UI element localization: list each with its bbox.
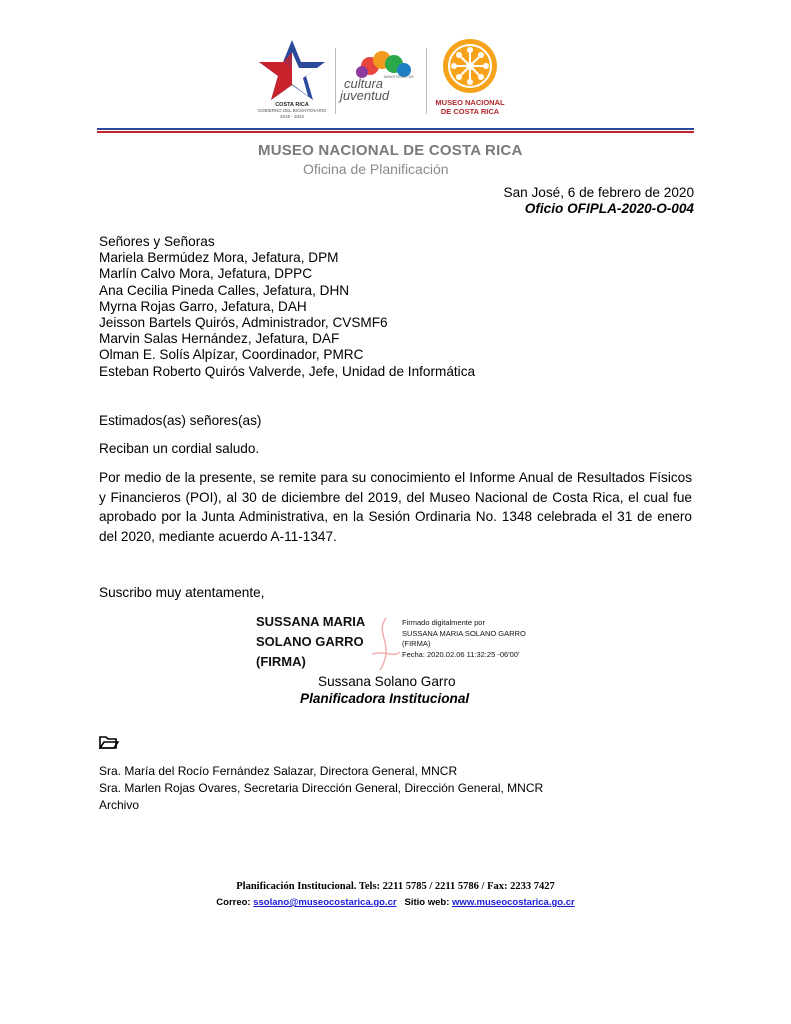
signature-mark-icon — [366, 614, 406, 674]
body-paragraph: Por medio de la presente, se remite para su conocimiento el Informe Anual de Resultados Físicos y Financieros (POI), al 30 de diciembre del 2019, del Museo Nacional de Costa Rica, el cual fue aprobado por la Junta Administrativa, en la Sesión Ordinaria No. 1348 celebrada el 31 de enero del 2020, mediante acuerdo A-11-1347. — [99, 470, 692, 544]
gov-logo-line1: COSTA RICA — [275, 102, 309, 108]
star-icon — [255, 38, 329, 102]
signer-name: Sussana Solano Garro — [318, 674, 456, 689]
signer-title: Planificadora Institucional — [300, 691, 470, 706]
digital-sign-line4: Fecha: 2020.02.06 11:32:25 -06'00' — [402, 649, 520, 659]
footer-links — [0, 897, 791, 908]
footer-contact: Planificación Institucional. Tels: 2211 5785 / 2211 5786 / Fax: 2233 7427 — [236, 881, 555, 892]
salutation: Estimados(as) señores(as) — [99, 413, 262, 428]
letter-date: San José, 6 de febrero de 2020 — [503, 185, 694, 200]
email-link[interactable]: ssolano@museocostarica.go.cr — [253, 897, 397, 908]
recipient-line: Señores y Señoras — [99, 234, 215, 249]
recipient-line: Esteban Roberto Quirós Valverde, Jefe, Unidad de Informática — [99, 363, 476, 379]
recipient-list — [99, 234, 475, 380]
cc-line: Sra. María del Rocío Fernández Salazar, Directora General, MNCR — [99, 764, 458, 778]
cc-line: Archivo — [99, 798, 140, 812]
logo-divider — [335, 48, 336, 114]
government-logo — [255, 38, 329, 122]
recipient-line: Ana Cecilia Pineda Calles, Jefatura, DHN — [99, 282, 350, 298]
letter-reference: Oficio OFIPLA-2020-O-004 — [524, 201, 694, 216]
signature-name-line2: SOLANO GARRO — [256, 634, 364, 649]
recipient-line: Mariela Bermúdez Mora, Jefatura, DPM — [99, 250, 339, 266]
recipient-line: Marlín Calvo Mora, Jefatura, DPPC — [99, 266, 313, 282]
recipient-line: Olman E. Solís Alpízar, Coordinador, PMRC — [99, 347, 364, 363]
folder-icon — [99, 735, 119, 754]
logo-divider-2 — [426, 48, 427, 114]
signature-name-line1: SUSSANA MARIA — [256, 614, 366, 629]
digital-sign-line3: (FIRMA) — [402, 639, 431, 648]
digital-signature — [256, 612, 556, 674]
culture-logo — [340, 48, 422, 110]
website-link[interactable]: www.museocostarica.go.cr — [452, 897, 575, 908]
culture-logo-word2: juventud — [340, 88, 390, 103]
email-label: Correo: — [216, 897, 251, 908]
museum-logo — [430, 38, 510, 122]
web-label: Sitio web: — [404, 897, 450, 908]
letterhead — [0, 0, 791, 185]
office-subtitle: Oficina de Planificación — [303, 161, 449, 177]
culture-logo-ministerio: MINISTERIO DE — [384, 74, 415, 79]
museum-logo-line1: MUSEO NACIONAL — [435, 98, 505, 107]
museum-emblem-icon — [442, 38, 498, 94]
recipient-line: Marvin Salas Hernández, Jefatura, DAF — [99, 331, 340, 347]
closing: Suscribo muy atentamente, — [99, 585, 265, 600]
cc-list — [99, 763, 543, 814]
institution-title: MUSEO NACIONAL DE COSTA RICA — [258, 142, 523, 159]
cc-line: Sra. Marlen Rojas Ovares, Secretaria Dirección General, Dirección General, MNCR — [99, 781, 544, 795]
signature-name-line3: (FIRMA) — [256, 654, 306, 669]
recipient-line: Myrna Rojas Garro, Jefatura, DAH — [99, 298, 307, 314]
gov-logo-line2: GOBIERNO DEL BICENTENARIO — [257, 108, 327, 113]
gov-logo-line3: 2018 - 2022 — [279, 114, 305, 119]
digital-sign-line1: Firmado digitalmente por — [402, 618, 485, 627]
museum-logo-line2: DE COSTA RICA — [440, 107, 500, 116]
digital-sign-line2: SUSSANA MARIA SOLANO GARRO — [402, 628, 526, 638]
greeting: Reciban un cordial saludo. — [99, 441, 260, 456]
culture-logo-word1: cultura — [344, 76, 384, 91]
header-rule — [97, 128, 694, 133]
recipient-line: Jeisson Bartels Quirós, Administrador, CVSMF6 — [99, 315, 388, 331]
